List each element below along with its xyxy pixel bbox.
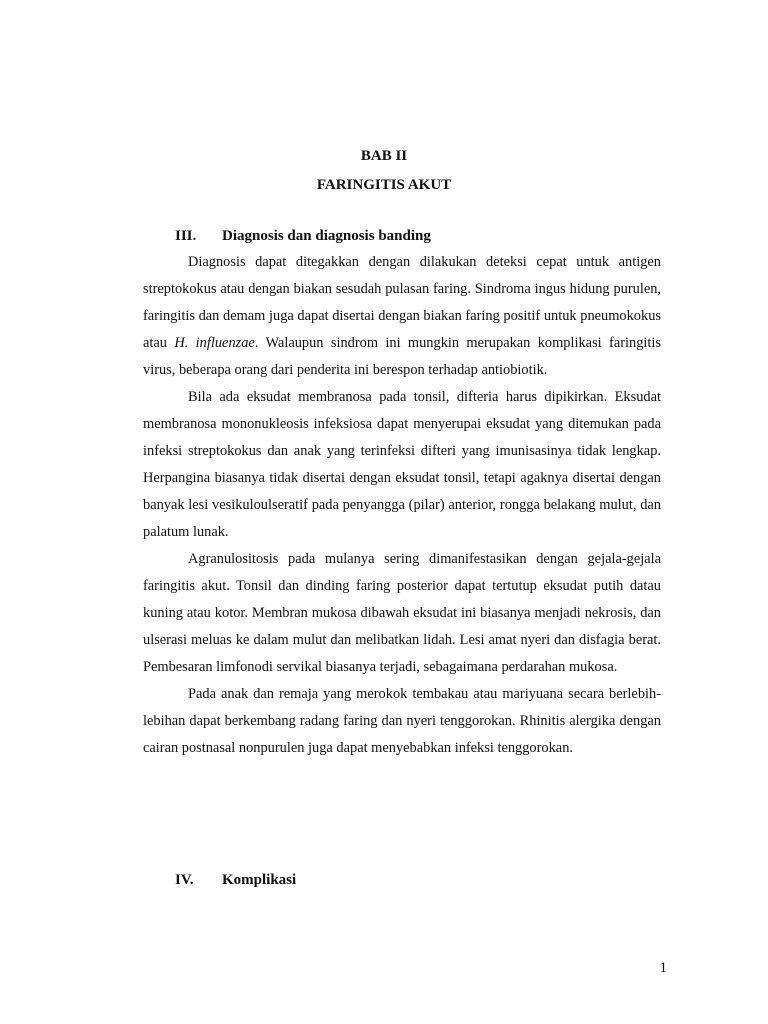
paragraph-text: Diagnosis dapat ditegakkan dengan dilakukan deteksi cepat untuk antigen streptokokus atau dengan biakan sesudah pulasan faring. Sindroma ingus hidung purulen, faringitis dan demam juga dapat disertai dengan biakan faring positif untuk pneumokokus atau bbox=[143, 254, 661, 351]
section-title: Komplikasi bbox=[222, 872, 297, 888]
page-number: 1 bbox=[659, 960, 667, 976]
paragraph-text: . Walaupun sindrom ini mungkin merupakan komplikasi faringitis virus, beberapa orang dari penderita ini berespon terhadap antiobiotik. bbox=[143, 335, 661, 378]
section-title: Diagnosis dan diagnosis banding bbox=[222, 228, 431, 244]
chapter-title: FARINGITIS AKUT bbox=[316, 177, 452, 193]
section-number: III. bbox=[175, 228, 197, 244]
paragraph-agranulositosis: Agranulositosis pada mulanya sering dimanifestasikan dengan gejala-gejala faringitis akut. Tonsil dan dinding faring posterior dapat tertutup eksudat putih datau kuning atau kotor. Membran mukosa dibawah eksudat ini biasanya menjadi nekrosis, dan ulserasi meluas ke dalam mulut dan melibatkan lidah. Lesi amat nyeri dan disfagia berat. Pembesaran limfonodi servikal biasanya terjadi, sebagaimana perdarahan mukosa. bbox=[143, 551, 661, 675]
paragraph-merokok: Pada anak dan remaja yang merokok tembakau atau mariyuana secara berlebih-lebihan dapat berkembang radang faring dan nyeri tenggorokan. Rhinitis alergika dengan cairan postnasal nonpurulen juga dapat menyebabkan infeksi tenggorokan. bbox=[143, 686, 661, 756]
body-text bbox=[143, 249, 661, 762]
section-heading-komplikasi bbox=[175, 870, 296, 890]
paragraph-eksudat: Bila ada eksudat membranosa pada tonsil, difteria harus dipikirkan. Eksudat membranosa mononukleosis infeksiosa dapat menyerupai eksudat yang ditemukan pada infeksi streptokokus dan anak yang terinfeksi difteri yang imunisasinya tidak lengkap. Herpangina biasanya tidak disertai dengan eksudat tonsil, tetapi agaknya disertai dengan banyak lesi vesikuloulseratif pada penyangga (pilar) anterior, rongga belakang mulut, dan palatum lunak. bbox=[143, 389, 661, 540]
section-heading-diagnosis bbox=[175, 226, 431, 246]
section-number: IV. bbox=[175, 872, 194, 888]
italic-organism-name: H. influenzae bbox=[174, 335, 255, 351]
paragraph-diagnosis bbox=[143, 249, 661, 384]
chapter-number: BAB II bbox=[360, 148, 408, 164]
